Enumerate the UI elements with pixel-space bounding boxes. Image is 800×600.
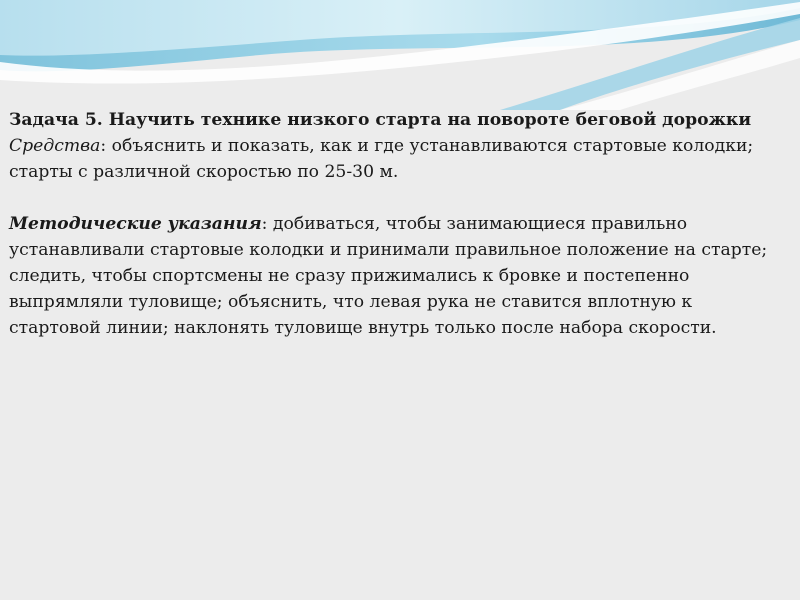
means-paragraph xyxy=(9,133,789,185)
guidelines-paragraph xyxy=(9,211,789,341)
guidelines-label: Методические указания xyxy=(9,214,262,234)
guidelines-text: : добиваться, чтобы занимающиеся правильно устанавливали стартовые колодки и принимали правильное положение на старте; следить, чтобы спортсмены не сразу прижимались к бровке и постепенно выпрямляли туловище; объяснить, что левая рука не ставится вплотную к стартовой линии; наклонять туловище внутрь только после набора скорости. xyxy=(9,214,768,338)
task-title: Задача 5. Научить технике низкого старта на повороте беговой дорожки xyxy=(9,110,752,130)
slide-content xyxy=(9,107,789,341)
means-text: : объяснить и показать, как и где устанавливаются стартовые колодки; старты с различной скоростью по 25-30 м. xyxy=(9,136,754,182)
means-label: Средства xyxy=(9,136,101,156)
paragraph-spacer xyxy=(9,185,789,211)
wave-decoration-icon xyxy=(0,0,800,110)
